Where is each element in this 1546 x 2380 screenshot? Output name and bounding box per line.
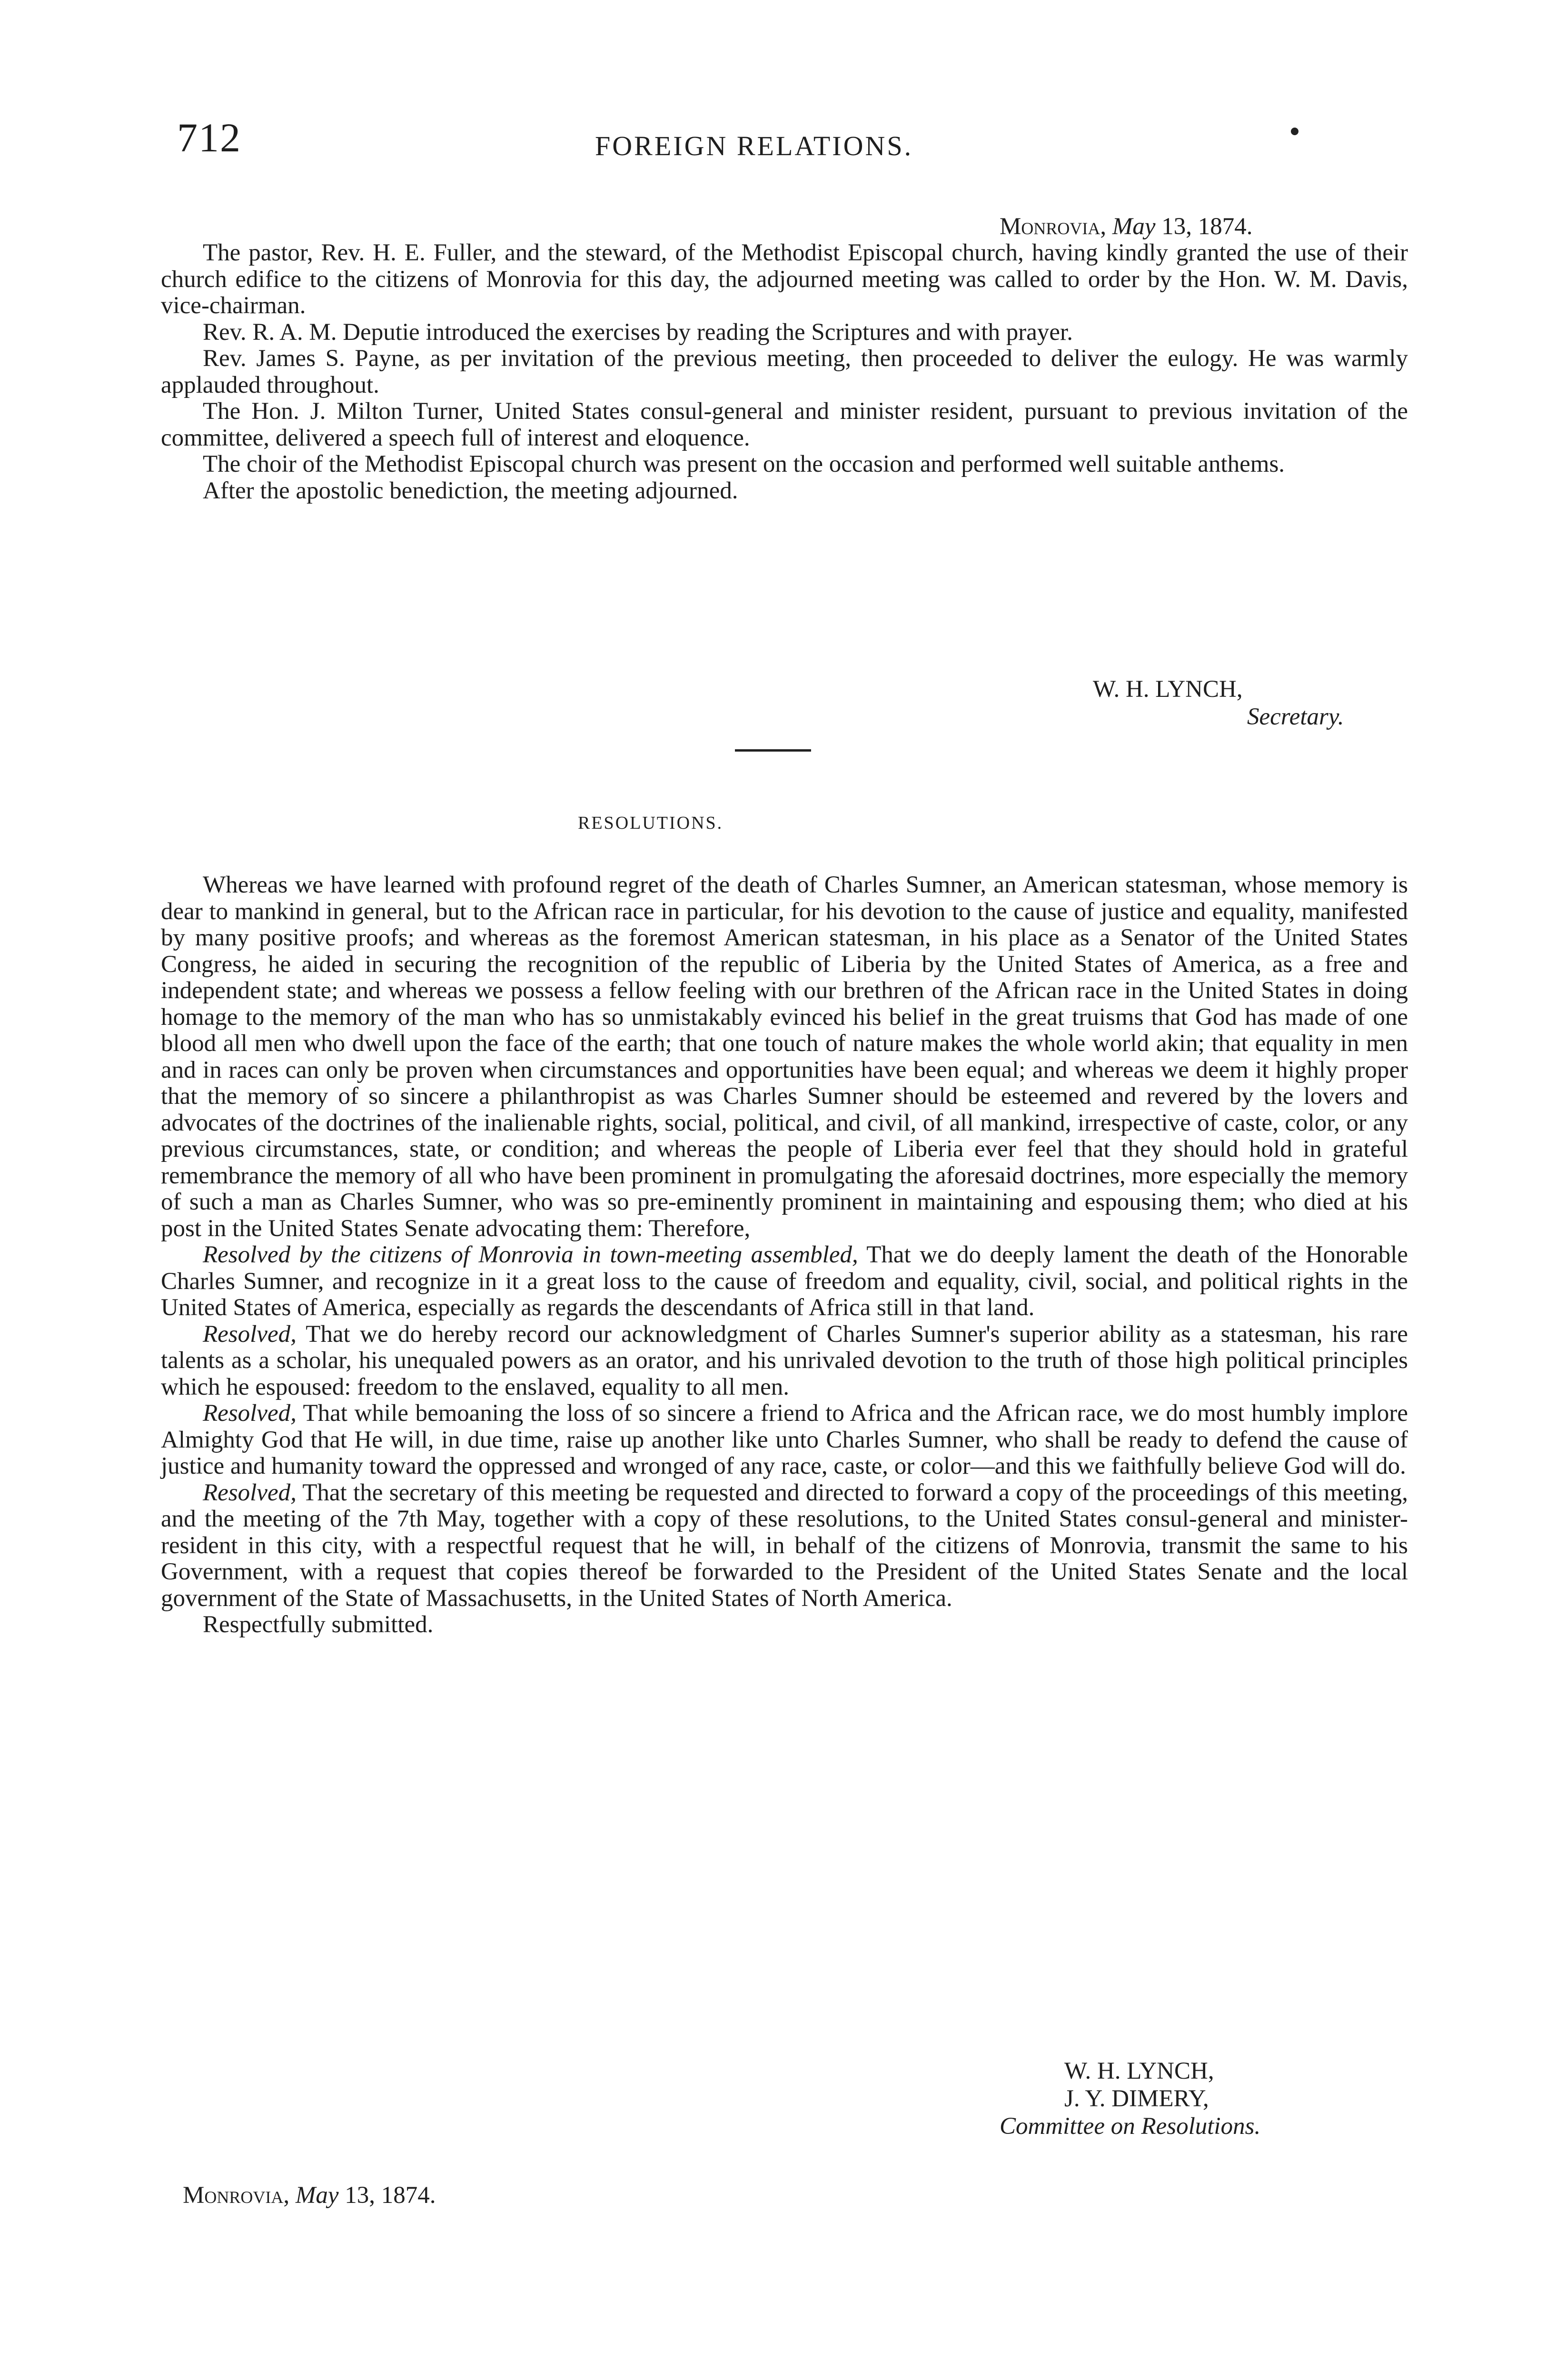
resolution-item [161,1321,1408,1401]
resolutions-date-rest: 13, 1874. [345,2182,436,2209]
resolutions-date-month: May [295,2182,339,2209]
minutes-paragraph: The Hon. J. Milton Turner, United States consul-general and minister resident, pursuant to previous invitation of the committee, delivered a speech full of interest and eloquence. [161,398,1408,451]
running-title: FOREIGN RELATIONS. [595,130,913,161]
resolution-text: That we do deeply lament the death of the Honorable Charles Sumner, and recognize in it a great loss to the cause of freedom and equality, civil, social, and political rights in the United States of America, especially as regards the descendants of Africa still in that land. [161,1241,1408,1321]
resolutions-closing: Respectfully submitted. [203,1611,434,1638]
resolution-text: That while bemoaning the loss of so sincere a friend to Africa and the African race, we do most humbly implore Almighty God that He will, in due time, raise up another like unto Charles Sumner, who shall be ready to defend the cause of justice and humanity toward the oppressed and wronged of any race, caste, or color—and this we faithfully believe God will do. [161,1400,1408,1479]
resolution-lead: Resolved, [203,1400,297,1427]
minutes-date-rest: 13, 1874. [1161,213,1253,240]
minutes-body [161,240,1408,504]
secretary-title: Secretary. [1247,704,1344,730]
resolution-lead: Resolved by the citizens of Monrovia in town-meeting assembled, [203,1241,858,1268]
minutes-dateline [1000,213,1252,240]
resolution-lead: Resolved, [203,1479,297,1506]
resolution-text: That the secretary of this meeting be requested and directed to forward a copy of the proceedings of this meeting, and the meeting of the 7th May, together with a copy of these resolutions, to the United States consul-general and minister-resident in this city, with a respectful request that he will, in behalf of the citizens of Monrovia, transmit the same to his Government, with a request that copies thereof be forwarded to the President of the United States Senate and the local government of the State of Massachusetts, in the United States of North America. [161,1479,1408,1612]
resolutions-dateline [183,2182,436,2209]
resolution-item [161,1480,1408,1612]
minutes-date-month: May [1112,213,1156,240]
minutes-paragraph: After the apostolic benediction, the meeting adjourned. [203,477,738,504]
secretary-signature: W. H. LYNCH, [1093,676,1243,703]
committee-title: Committee on Resolutions. [1000,2113,1261,2140]
minutes-paragraph: The choir of the Methodist Episcopal church was present on the occasion and performed well suitable anthems. [203,451,1285,477]
resolution-item [161,1242,1408,1321]
minutes-paragraph: Rev. James S. Payne, as per invitation of the previous meeting, then proceeded to deliver the eulogy. He was warmly applauded throughout. [161,345,1408,398]
section-divider [735,749,811,752]
resolutions-preamble: Whereas we have learned with profound regret of the death of Charles Sumner, an American statesman, whose memory is dear to mankind in general, but to the African race in particular, for his devotion to the cause of justice and equality, manifested by many positive proofs; and whereas as the foremost American statesman, in his place as a Senator of the United States Congress, he aided in securing the recognition of the republic of Liberia by the United States of America, as a free and independent state; and whereas we possess a fellow feeling with our brethren of the African race in the United States in doing homage to the memory of the man who has so unmistakably evinced his belief in the great truisms that God has made of one blood all men who dwell upon the face of the earth; that one touch of nature makes the whole world akin; that equality in men and in races can only be proven when circumstances and opportunities have been equal; and whereas we deem it highly proper that the memory of so sincere a philanthropist as was Charles Sumner should be esteemed and revered by the lovers and advocates of the doctrines of the inalienable rights, social, political, and civil, of all mankind, irrespective of caste, color, or any previous circumstances, state, or condition; and whereas the people of Liberia ever feel that they should hold in grateful remembrance the memory of all who have been prominent in promulgating the aforesaid doctrines, more especially the memory of such a man as Charles Sumner, who was so pre-eminently prominent in maintaining and espousing them; who died at his post in the United States Senate advocating them: Therefore, [161,872,1408,1242]
resolutions-heading: RESOLUTIONS. [578,813,723,833]
minutes-paragraph: Rev. R. A. M. Deputie introduced the exercises by reading the Scriptures and with prayer. [203,318,1073,346]
resolutions-body [161,872,1408,1638]
resolutions-place: Monrovia, [183,2182,290,2209]
signer-dimery: J. Y. DIMERY, [1064,2085,1209,2112]
signer-lynch: W. H. LYNCH, [1064,2058,1214,2084]
committee-signatures [1000,2057,1260,2140]
resolution-item [161,1400,1408,1480]
ink-dot [1291,128,1298,135]
minutes-place: Monrovia, [1000,213,1107,240]
minutes-paragraph: The pastor, Rev. H. E. Fuller, and the steward, of the Methodist Episcopal church, having kindly granted the use of their church edifice to the citizens of Monrovia for this day, the adjourned meeting was called to order by the Hon. W. M. Davis, vice-chairman. [161,239,1408,319]
resolution-text: That we do hereby record our acknowledgment of Charles Sumner's superior ability as a statesman, his rare talents as a scholar, his unequaled powers as an orator, and his unrivaled devotion to the truth of those high political principles which he espoused: freedom to the enslaved, equality to all men. [161,1320,1408,1400]
resolution-lead: Resolved, [203,1320,297,1348]
page-number: 712 [177,115,241,160]
